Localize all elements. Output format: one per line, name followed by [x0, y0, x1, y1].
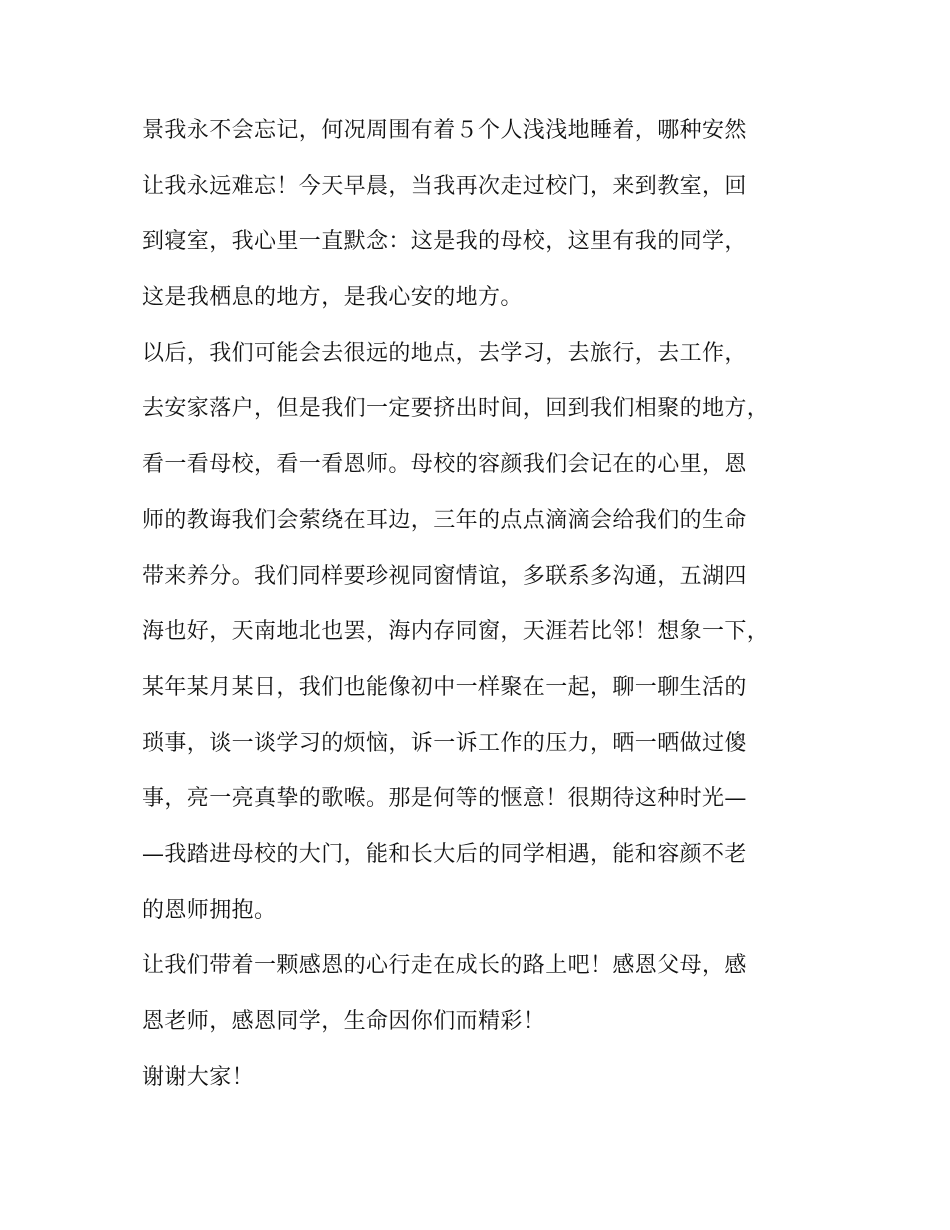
text-line: 谢谢大家！: [142, 1064, 255, 1090]
text-line: 海也好，天南地北也罢，海内存同窗，天涯若比邻！想象一下，: [142, 619, 770, 645]
text-line: 事，亮一亮真挚的歌喉。那是何等的惬意！很期待这种时光—: [142, 786, 747, 812]
text-line: 以后，我们可能会去很远的地点，去学习，去旅行，去工作，: [142, 340, 747, 366]
text-line: 恩老师，感恩同学，生命因你们而精彩！: [142, 1009, 546, 1034]
text-line: 到寝室，我心里一直默念：这是我的母校，这里有我的同学，: [142, 229, 747, 255]
text-line: 让我永远难忘！今天早晨，当我再次走过校门，来到教室，回: [142, 173, 747, 199]
text-line: —我踏进母校的大门，能和长大后的同学相遇，能和容颜不老: [142, 841, 747, 867]
text-line: 琐事，谈一谈学习的烦恼，诉一诉工作的压力，晒一晒做过傻: [142, 730, 747, 756]
text-line: 师的教诲我们会萦绕在耳边，三年的点点滴滴会给我们的生命: [142, 507, 747, 533]
text-line: 看一看母校，看一看恩师。母校的容颜我们会记在的心里，恩: [142, 452, 747, 478]
text-line: 让我们带着一颗感恩的心行走在成长的路上吧！感恩父母，感: [142, 953, 747, 979]
document-body: [142, 111, 832, 1113]
text-line: 带来养分。我们同样要珍视同窗情谊，多联系多沟通，五湖四: [142, 563, 747, 589]
text-line: 某年某月某日，我们也能像初中一样聚在一起，聊一聊生活的: [142, 674, 747, 700]
text-line: 的恩师拥抱。: [142, 897, 277, 923]
text-line: 去安家落户，但是我们一定要挤出时间，回到我们相聚的地方，: [142, 396, 770, 422]
text-line: 景我永不会忘记，何况周围有着５个人浅浅地睡着，哪种安然: [142, 118, 747, 143]
text-line: 这是我栖息的地方，是我心安的地方。: [142, 285, 523, 311]
